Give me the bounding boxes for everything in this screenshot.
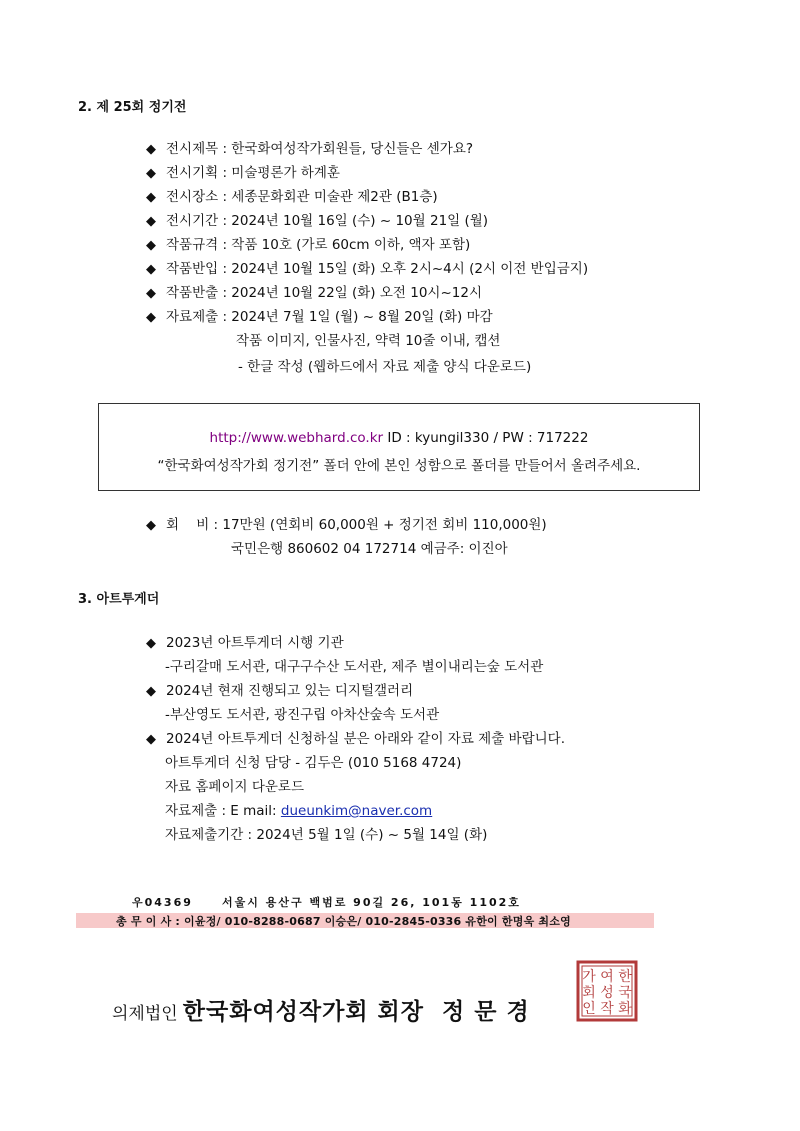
diamond-bullet-icon: ◆ [146,636,156,651]
section2-heading: 2. 제 25회 정기전 [78,100,187,115]
section3-item2-sub: -부산영도 도서관, 광진구립 아차산숲속 도서관 [165,707,440,723]
item-text: 2024년 아트투게더 신청하실 분은 아래와 같이 자료 제출 바랍니다. [166,731,566,747]
diamond-bullet-icon: ◆ [146,214,156,229]
section3-item1 [146,634,344,653]
section2-item-planner [146,164,340,183]
bank-account: 국민은행 860602 04 172714 예금주: 이진아 [231,541,508,557]
webhard-line [99,430,699,446]
item-text: 전시기획 : 미술평론가 하계훈 [166,165,340,181]
webhard-instruction: “한국화여성작가회 정기전” 폴더 안에 본인 성함으로 폴더를 만들어서 올려주세요. [157,458,641,474]
diamond-bullet-icon: ◆ [146,286,156,301]
section3-heading: 3. 아트투게더 [78,592,160,607]
fee-text: 회 비 : 17만원 (연회비 60,000원 + 정기전 회비 110,000원) [166,517,547,533]
item-text: 전시제목 : 한국화여성작가회원들, 당신들은 센가요? [166,141,474,157]
item-text: 작품반출 : 2024년 10월 22일 (화) 오전 10시~12시 [166,285,482,301]
svg-text:인: 인 [582,1001,596,1017]
svg-text:한: 한 [618,969,632,985]
svg-text:작: 작 [600,1001,614,1017]
diamond-bullet-icon: ◆ [146,310,156,325]
svg-text:여: 여 [600,969,614,985]
section3-item3 [146,730,565,749]
email-label: 자료제출 : E mail: [165,803,281,819]
item-text: 작품반입 : 2024년 10월 15일 (화) 오후 2시~4시 (2시 이전 반입금지) [166,261,589,277]
section3-item2 [146,682,413,701]
diamond-bullet-icon: ◆ [146,518,156,533]
section3-download: 자료 홈페이지 다운로드 [165,779,304,795]
footer-directors: 총 무 이 사 : 이윤정/ 010-8288-0687 이승은/ 010-2845-0336 유한이 한명욱 최소영 [116,915,571,928]
diamond-bullet-icon: ◆ [146,732,156,747]
section3-email-line [165,802,432,820]
diamond-bullet-icon: ◆ [146,238,156,253]
svg-text:성: 성 [600,985,614,1001]
webhard-info-box [98,403,700,491]
section2-item-delivery-out [146,284,482,303]
item-text: 자료제출 : 2024년 7월 1일 (월) ~ 8월 20일 (화) 마감 [166,309,493,325]
svg-text:회: 회 [582,985,596,1001]
email-link[interactable]: dueunkim@naver.com [280,803,433,819]
svg-text:화: 화 [618,1001,632,1017]
item-text: 전시기간 : 2024년 10월 16일 (수) ~ 10월 21일 (월) [166,213,489,229]
svg-text:국: 국 [618,985,632,1001]
item-text: 작품규격 : 작품 10호 (가로 60cm 이하, 액자 포함) [166,237,471,253]
section2-sub1: 작품 이미지, 인물사진, 약력 10줄 이내, 캡션 [236,333,501,349]
webhard-link[interactable]: http://www.webhard.co.kr [209,430,384,446]
item-text: 2023년 아트투게더 시행 기관 [166,635,344,651]
signature-line [112,993,530,1026]
fee-line [146,516,547,535]
diamond-bullet-icon: ◆ [146,684,156,699]
official-seal-icon [576,960,638,1022]
diamond-bullet-icon: ◆ [146,190,156,205]
section2-item-size [146,236,470,255]
section3-item1-sub: -구리갈매 도서관, 대구구수산 도서관, 제주 별이내리는숲 도서관 [165,659,544,675]
section3-period: 자료제출기간 : 2024년 5월 1일 (수) ~ 5월 14일 (화) [165,827,488,843]
org-prefix: 의제법인 [112,1004,178,1024]
diamond-bullet-icon: ◆ [146,166,156,181]
section2-item-title [146,140,473,159]
webhard-credentials: ID : kyungil330 / PW : 717222 [383,430,589,446]
org-president: 한국화여성작가회 회장 정 문 경 [182,999,530,1025]
item-text: 2024년 현재 진행되고 있는 디지털갤러리 [166,683,414,699]
section2-item-delivery-in [146,260,588,279]
footer-address: 우04369 서울시 용산구 백범로 90길 26, 101동 1102호 [132,896,521,909]
section2-item-venue [146,188,438,207]
section2-item-submission [146,308,493,327]
diamond-bullet-icon: ◆ [146,262,156,277]
section2-sub2: - 한글 작성 (웹하드에서 자료 제출 양식 다운로드) [238,359,532,375]
diamond-bullet-icon: ◆ [146,142,156,157]
section2-item-period [146,212,488,231]
item-text: 전시장소 : 세종문화회관 미술관 제2관 (B1층) [166,189,438,205]
section3-contact: 아트투게더 신청 담당 - 김두은 (010 5168 4724) [165,755,462,771]
svg-text:가: 가 [582,969,596,985]
